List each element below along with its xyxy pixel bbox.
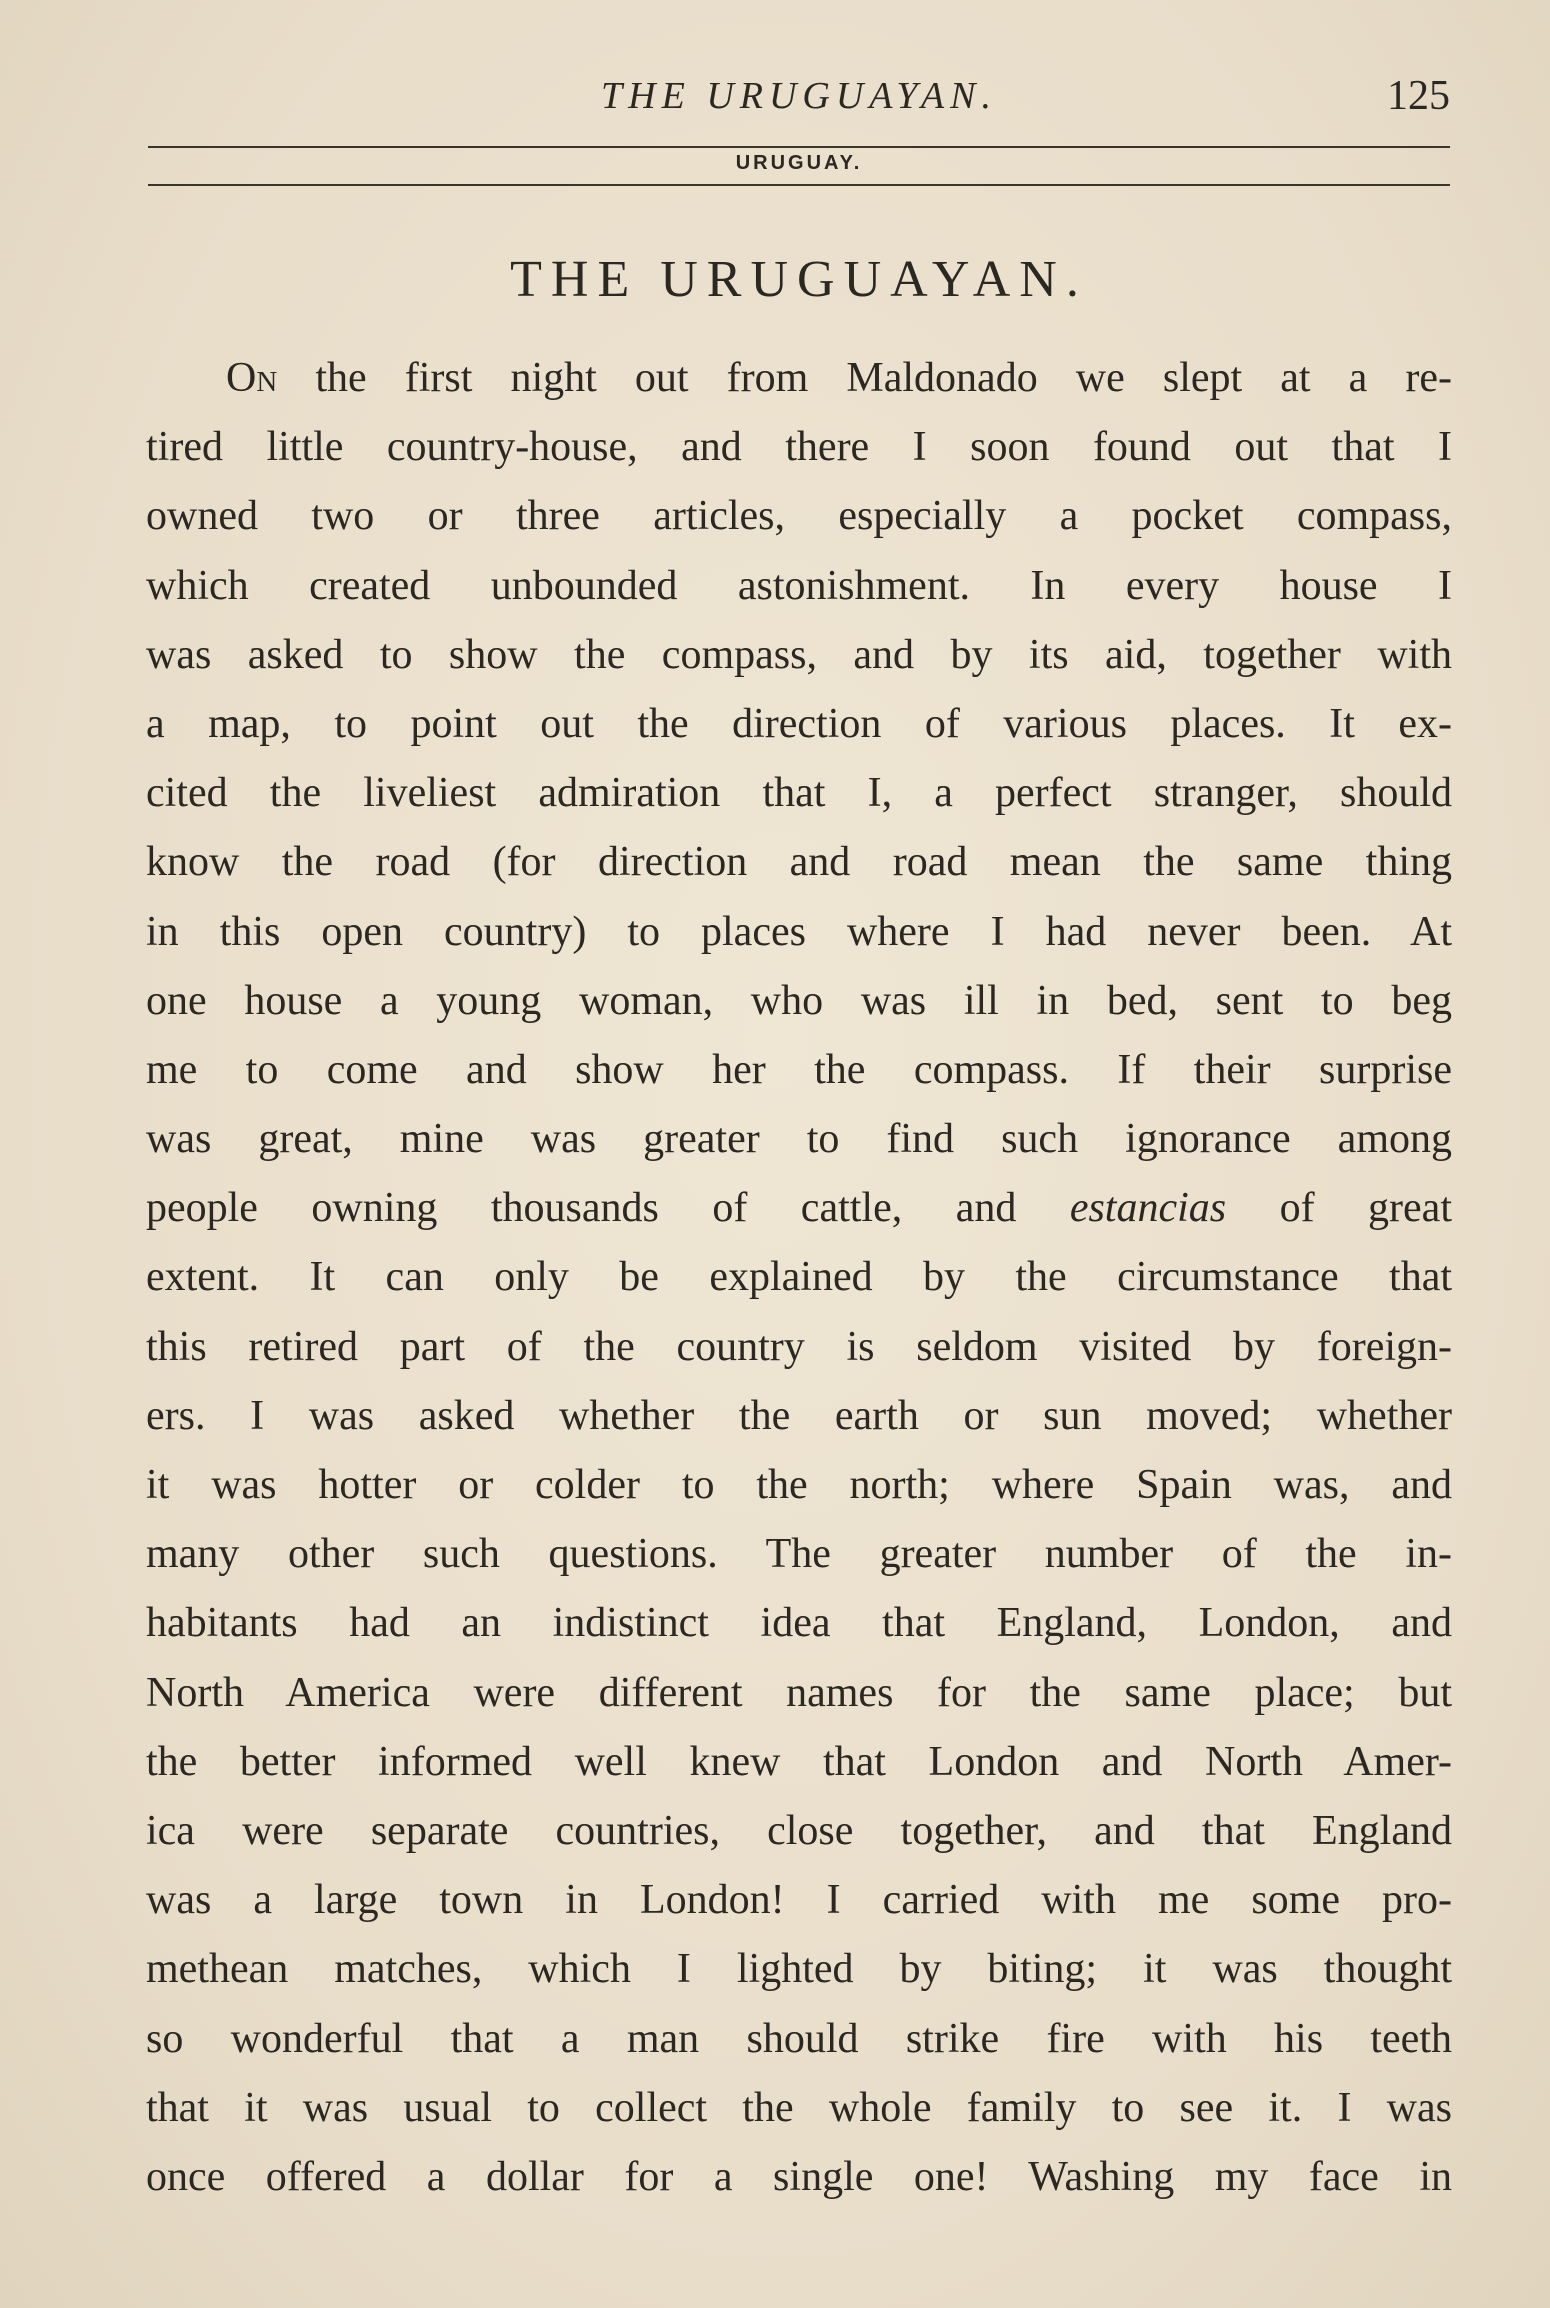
running-head bbox=[148, 72, 1450, 124]
text-line bbox=[146, 1174, 1452, 1243]
chapter-title: THE URUGUAYAN. bbox=[510, 251, 1088, 308]
header-rule-top bbox=[148, 146, 1450, 148]
text-line: was asked to show the compass, and by its aid, together with bbox=[146, 631, 1452, 678]
text-line: a map, to point out the direction of various places. It ex- bbox=[146, 700, 1452, 747]
running-title: THE URUGUAYAN. bbox=[601, 75, 997, 117]
text-line: many other such questions. The greater number of the in- bbox=[146, 1531, 1452, 1578]
text-line: the better informed well knew that London and North Amer- bbox=[146, 1738, 1452, 1785]
text-line: North America were different names for the same place; but bbox=[146, 1669, 1452, 1716]
line-text: of great bbox=[1226, 1185, 1452, 1232]
line-text: the first night out from Maldonado we slept at a re- bbox=[277, 355, 1452, 401]
text-line bbox=[146, 344, 1452, 413]
text-line: methean matches, which I lighted by biting; it was thought bbox=[146, 1946, 1452, 1993]
text-line: so wonderful that a man should strike fire with his teeth bbox=[146, 2015, 1452, 2062]
text-line: me to come and show her the compass. If their surprise bbox=[146, 1046, 1452, 1093]
text-line: extent. It can only be explained by the circumstance that bbox=[146, 1254, 1452, 1301]
text-line: know the road (for direction and road mean the same thing bbox=[146, 839, 1452, 886]
text-line: was a large town in London! I carried with me some pro- bbox=[146, 1877, 1452, 1924]
text-line: once offered a dollar for a single one! Washing my face in bbox=[146, 2153, 1452, 2200]
header-rule-bottom bbox=[148, 184, 1450, 186]
drop-word: On bbox=[226, 355, 278, 401]
italic-term: estancias bbox=[1069, 1185, 1227, 1232]
text-line: was great, mine was greater to find such ignorance among bbox=[146, 1116, 1452, 1163]
text-line: one house a young woman, who was ill in bed, sent to beg bbox=[146, 977, 1452, 1024]
text-line: which created unbounded astonishment. In every house I bbox=[146, 562, 1452, 609]
text-line: it was hotter or colder to the north; where Spain was, and bbox=[146, 1462, 1452, 1508]
text-line: that it was usual to collect the whole family to see it. I was bbox=[146, 2084, 1452, 2131]
section-label: URUGUAY. bbox=[735, 152, 863, 174]
text-line: habitants had an indistinct idea that England, London, and bbox=[146, 1600, 1452, 1647]
text-line: ers. I was asked whether the earth or sun moved; whether bbox=[146, 1392, 1452, 1439]
line-text: people owning thousands of cattle, and bbox=[146, 1185, 1070, 1232]
body-text bbox=[146, 344, 1452, 2212]
text-line: in this open country) to places where I had never been. At bbox=[146, 908, 1452, 955]
text-line: cited the liveliest admiration that I, a perfect stranger, should bbox=[146, 770, 1452, 817]
page-number: 125 bbox=[1387, 73, 1450, 119]
text-line: tired little country-house, and there I soon found out that I bbox=[146, 424, 1452, 471]
text-line: owned two or three articles, especially a pocket compass, bbox=[146, 493, 1452, 540]
text-line: ica were separate countries, close together, and that England bbox=[146, 1807, 1452, 1854]
text-line: this retired part of the country is seldom visited by foreign- bbox=[146, 1323, 1452, 1370]
